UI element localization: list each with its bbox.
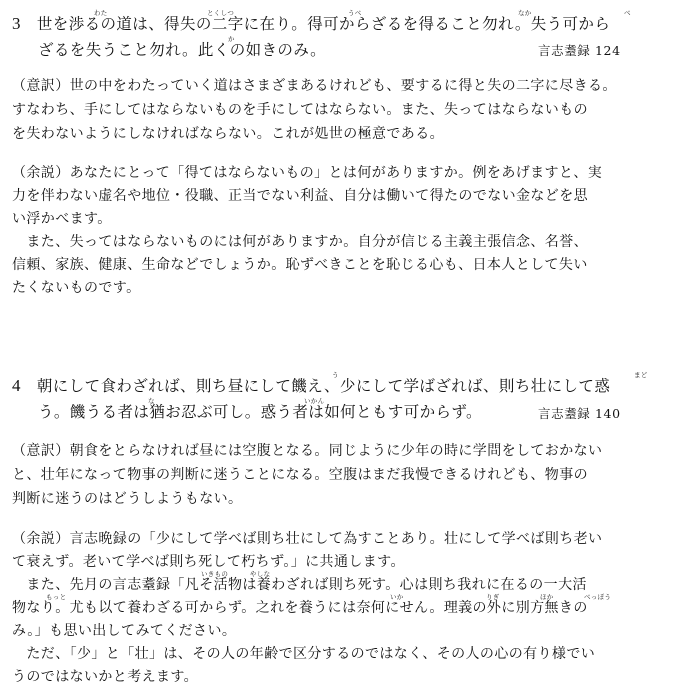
ruby-ika: いか [390,593,404,601]
ruby-madou: まど [634,371,648,379]
section-3-commentary-line-4: また、失ってはならないものには何がありますか。自分が信じる主義主張信念、名誉、 [12,234,588,250]
section-3-maxim-text-1: 世を渉るの道は、得失の二字に在り。得可からざるを得ること勿れ。失う可から [36,15,611,33]
ruby-kaku: か [228,35,235,43]
section-3-commentary-line-2: 力を伴わない虚名や地位・役職、正当でない利益、自分は働いて得たのでない金などを思 [12,188,588,204]
section-3-commentary-line-1: （余説）あなたにとって「得てはならないもの」とは何がありますか。例をあげますと、実 [12,165,603,181]
section-4-commentary-line-7: うのではないかと考えます。 [12,669,199,685]
ruby-wataru: わた [94,9,108,17]
section-3-translation-line-3: を失わないようにしなければならない。これが処世の極意である。 [12,126,444,142]
section-4-commentary-line-6: ただ、「少」と「壮」は、その人の年齢で区分するのではなく、その人の心の有り様でい [12,646,596,662]
section-4-commentary-line-4: 物なり。尤も以て養わざる可からず。之れを養うには奈何にせん。理義の外に別方無きの [12,600,588,616]
section-4-maxim-text-1: 朝にして食わざれば、則ち昼にして饑え、少にして学ばざれば、則ち壮にして惑 [36,377,611,395]
section-3-commentary-line-5: 信頼、家族、健康、生命などでしょうか。恥ずべきことを恥じる心も、日本人として失い [12,257,588,273]
ruby-ikimono: いきもの [201,570,229,578]
section-4-commentary-line-3: また、先月の言志耋録「凡そ活物は養わざれば則ち死す。心は則ち我れに在るの一大活 [12,577,587,593]
ruby-motto: もっと [46,593,67,601]
ruby-ubeka: うべ [348,9,362,17]
ruby-nakare: なか [518,9,532,17]
ruby-yashinau: やしな [250,570,271,578]
ruby-ue: う [332,371,339,379]
section-4-maxim-line-2: う。饑うる者は猶お忍ぶ可し。惑う者は如何ともす可からず。 [38,403,482,421]
section-3-commentary-line-3: い浮かべます。 [12,211,112,227]
ruby-ikan: いかん [304,397,325,405]
section-4-translation-line-3: 判断に迷うのはどうしようもない。 [12,491,243,507]
ruby-beppou: べっぽう [584,593,612,601]
section-3-translation-line-1: （意訳）世の中をわたっていく道はさまざまあるけれども、要するに得と失の二字に尽きる。 [12,78,617,94]
ruby-bekara: べ [624,9,631,17]
section-3-number: 3 [12,14,21,33]
ruby-hoka: ほか [540,593,554,601]
section-4-maxim-line-1 [12,376,610,396]
section-4-translation-line-2: と、壮年になって物事の判断に迷うことになる。空腹はまだ我慢できるけれども、物事の [12,467,588,483]
section-3-reference: 言志耋録 124 [538,43,621,58]
section-4-commentary-line-1: （余説）言志晩録の「少にして学べば則ち壮にして為すことあり。壮にして学べば則ち老い [12,531,603,547]
section-3-maxim-line-2: ざるを失うこと勿れ。此くの如きのみ。 [38,41,327,59]
section-4-translation-line-1: （意訳）朝食をとらなければ昼には空腹となる。同じように少年の時に学問をしておかない [12,443,603,459]
section-3-translation-line-2: すなわち、手にしてはならないものを手にしてはならない。また、失ってはならないもの [12,102,588,118]
ruby-na: な [148,397,155,405]
ruby-rigi: りぎ [486,593,500,601]
section-4-commentary-line-5: み。」も思い出してみてください。 [12,623,237,639]
section-4-number: 4 [12,376,21,395]
section-4-reference: 言志耋録 140 [538,406,621,421]
section-3-maxim-line-1 [12,14,610,34]
section-4-commentary-line-2: て衰えず。老いて学べば則ち死して朽ちず。」に共通します。 [12,554,405,570]
section-3-commentary-line-6: たくないものです。 [12,280,141,296]
ruby-tokushitsu: とくしつ [207,9,235,17]
